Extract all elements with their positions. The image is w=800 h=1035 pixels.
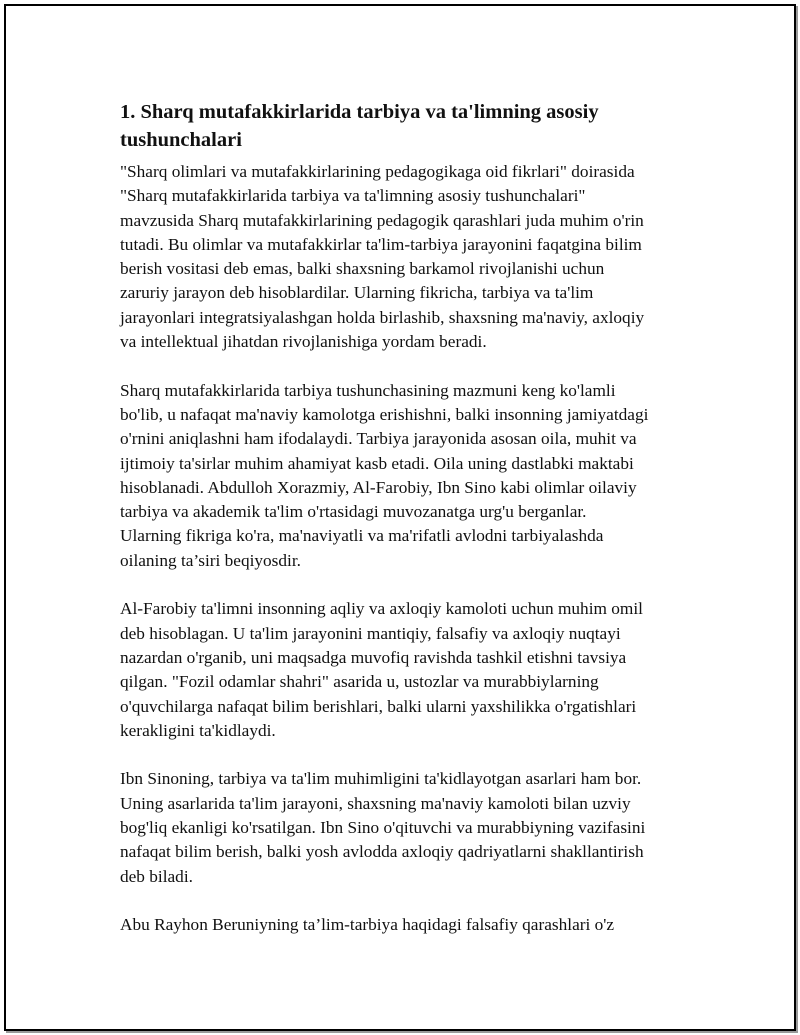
text-line: Al-Farobiy ta'limni insonning aqliy va axloqiy kamoloti uchun muhim omil (120, 599, 643, 619)
text-line: oilaning ta’siri beqiyosdir. (120, 550, 301, 570)
paragraph-3 (120, 597, 688, 743)
paragraph-4 (120, 767, 688, 888)
page-frame (4, 4, 796, 1031)
text-line: hisoblanadi. Abdulloh Xorazmiy, Al-Farobiy, Ibn Sino kabi olimlar oilaviy (120, 477, 637, 497)
paragraph-1 (120, 160, 688, 354)
text-line: Sharq mutafakkirlarida tarbiya tushunchasining mazmuni keng ko'lamli (120, 380, 616, 400)
text-line: ijtimoiy ta'sirlar muhim ahamiyat kasb etadi. Oila uning dastlabki maktabi (120, 453, 634, 473)
text-line: mavzusida Sharq mutafakkirlarining pedagogik qarashlari juda muhim o'rin (120, 210, 644, 230)
text-line: "Sharq olimlari va mutafakkirlarining pedagogikaga oid fikrlari" doirasida (120, 162, 635, 181)
text-line: qilgan. "Fozil odamlar shahri" asarida u, ustozlar va murabbiylarning (120, 672, 599, 692)
text-line: nazardan o'rganib, uni maqsadga muvofiq ravishda tashkil etishni tavsiya (120, 647, 627, 667)
heading-line: 1. Sharq mutafakkirlarida tarbiya va ta'limning asosiy (120, 101, 599, 123)
text-line: tarbiya va akademik ta'lim o'rtasidagi muvozanatga urg'u berganlar. (120, 502, 587, 522)
text-line: zaruriy jarayon deb hisoblardilar. Ularning fikricha, tarbiya va ta'lim (120, 283, 594, 303)
paragraph-2 (120, 379, 688, 573)
section-heading (120, 98, 688, 154)
text-line: bo'lib, u nafaqat ma'naviy kamolotga erishishni, balki insonning jamiyatdagi (120, 404, 649, 424)
text-line: nafaqat bilim berish, balki yosh avlodda axloqiy qadriyatlarni shakllantirish (120, 842, 644, 862)
text-line: Ularning fikriga ko'ra, ma'naviyatli va ma'rifatli avlodni tarbiyalashda (120, 526, 604, 546)
text-line: tutadi. Bu olimlar va mutafakkirlar ta'lim-tarbiya jarayonini faqatgina bilim (120, 234, 642, 254)
text-line: deb biladi. (120, 866, 193, 886)
text-line: o'quvchilarga nafaqat bilim berishlari, balki ularni yaxshilikka o'rgatishlari (120, 696, 637, 716)
text-line: Ibn Sinoning, tarbiya va ta'lim muhimligini ta'kidlayotgan asarlari ham bor. (120, 769, 642, 789)
heading-line: tushunchalari (120, 129, 242, 151)
text-line: kerakligini ta'kidlaydi. (120, 720, 276, 740)
document-content (120, 98, 688, 962)
text-line: deb hisoblagan. U ta'lim jarayonini mantiqiy, falsafiy va axloqiy nuqtayi (120, 623, 621, 643)
text-line: "Sharq mutafakkirlarida tarbiya va ta'limning asosiy tushunchalari" (120, 186, 586, 206)
paragraph-5 (120, 913, 688, 937)
text-line: va intellektual jihatdan rivojlanishiga yordam beradi. (120, 332, 487, 352)
text-line: Abu Rayhon Beruniyning ta’lim-tarbiya haqidagi falsafiy qarashlari o'z (120, 915, 615, 935)
text-line: jarayonlari integratsiyalashgan holda birlashib, shaxsning ma'naviy, axloqiy (120, 307, 645, 327)
text-line: Uning asarlarida ta'lim jarayoni, shaxsning ma'naviy kamoloti bilan uzviy (120, 793, 631, 813)
text-line: o'rnini aniqlashni ham ifodalaydi. Tarbiya jarayonida asosan oila, muhit va (120, 429, 637, 449)
text-line: bog'liq ekanligi ko'rsatilgan. Ibn Sino o'qituvchi va murabbiyning vazifasini (120, 818, 646, 838)
text-line: berish vositasi deb emas, balki shaxsning barkamol rivojlanishi uchun (120, 259, 605, 279)
